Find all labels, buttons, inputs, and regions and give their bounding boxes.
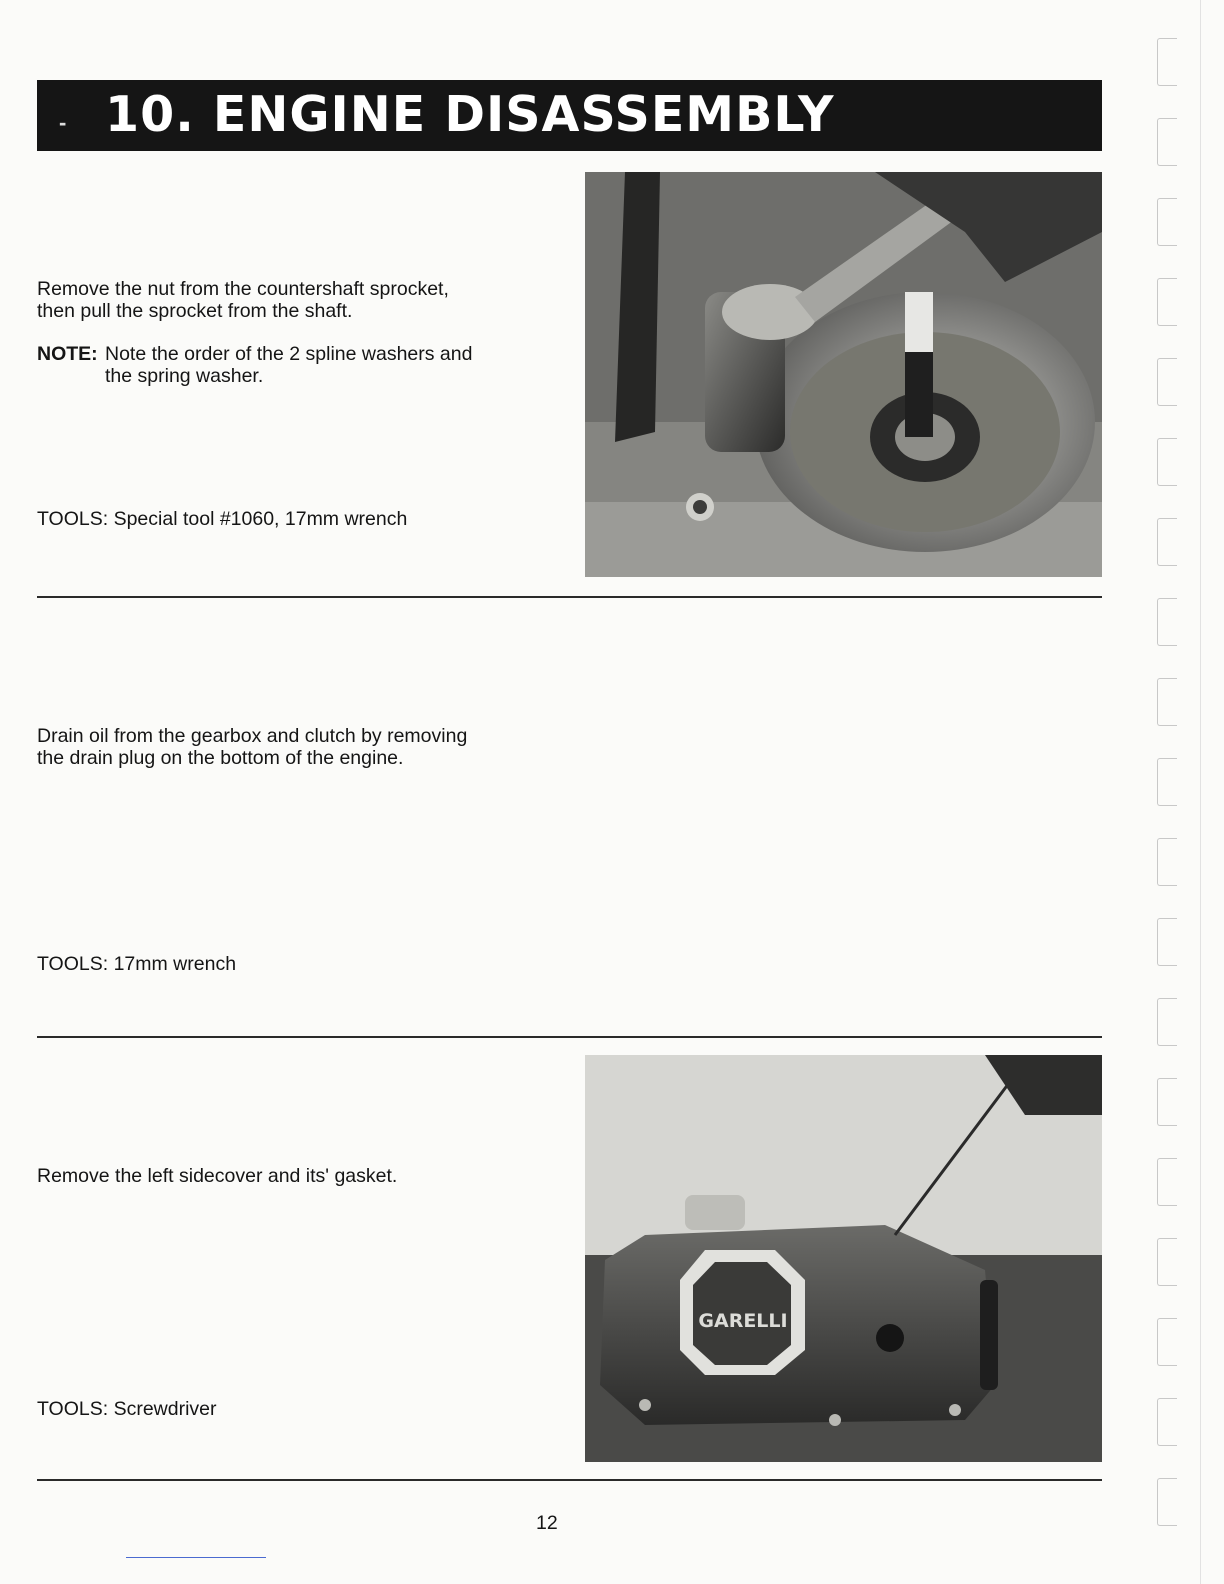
- instruction-line: Remove the nut from the countershaft sprocket,: [37, 278, 449, 300]
- instruction-line: the drain plug on the bottom of the engine.: [37, 747, 404, 769]
- engine-countershaft-sprocket-photo: [585, 172, 1102, 577]
- binder-ring: [1157, 1158, 1177, 1206]
- scan-mark: [126, 1557, 266, 1558]
- binder-ring: [1157, 38, 1177, 86]
- note-body: [105, 343, 565, 387]
- binder-ring: [1157, 438, 1177, 486]
- note-block: [37, 343, 557, 387]
- garelli-logo: GARELLI: [698, 1310, 788, 1332]
- binder-ring: [1157, 1478, 1177, 1526]
- note-line: Note the order of the 2 spline washers and: [105, 343, 473, 365]
- section-title-banner: [37, 80, 1102, 151]
- binder-ring: [1157, 118, 1177, 166]
- section-divider-2: [37, 1036, 1102, 1038]
- instruction-text-2: [37, 725, 467, 769]
- binder-ring: [1157, 1318, 1177, 1366]
- left-sidecover-photo: [585, 1055, 1102, 1462]
- binder-ring: [1157, 358, 1177, 406]
- instruction-line: Remove the left sidecover and its' gasket.: [37, 1165, 398, 1187]
- instruction-text-1: [37, 278, 449, 322]
- binder-ring: [1157, 838, 1177, 886]
- instruction-line: Drain oil from the gearbox and clutch by removing: [37, 725, 468, 747]
- section-divider-1: [37, 596, 1102, 598]
- binder-ring: [1157, 278, 1177, 326]
- sidecover-photo-illustration: [585, 1055, 1102, 1462]
- tools-text-1: TOOLS: Special tool #1060, 17mm wrench: [37, 508, 408, 530]
- sprocket-photo-illustration: [585, 172, 1102, 577]
- page-number: 12: [536, 1512, 558, 1534]
- note-line: the spring washer.: [105, 365, 264, 387]
- binder-ring: [1157, 918, 1177, 966]
- instruction-text-3: [37, 1165, 397, 1187]
- tools-text-2: TOOLS: 17mm wrench: [37, 953, 237, 975]
- instruction-line: then pull the sprocket from the shaft.: [37, 300, 353, 322]
- tools-text-3: TOOLS: Screwdriver: [37, 1398, 217, 1420]
- binder-ring: [1157, 518, 1177, 566]
- binder-ring: [1157, 198, 1177, 246]
- binder-ring: [1157, 1398, 1177, 1446]
- banner-dash: -: [59, 110, 67, 135]
- section-divider-3: [37, 1479, 1102, 1481]
- page-edge: [1200, 0, 1201, 1584]
- binder-ring: [1157, 998, 1177, 1046]
- binder-ring: [1157, 598, 1177, 646]
- binder-ring: [1157, 1238, 1177, 1286]
- binder-ring: [1157, 678, 1177, 726]
- binder-ring: [1157, 1078, 1177, 1126]
- note-label: NOTE:: [37, 343, 98, 365]
- binder-ring: [1157, 758, 1177, 806]
- page-title: 10. ENGINE DISASSEMBLY: [105, 86, 835, 143]
